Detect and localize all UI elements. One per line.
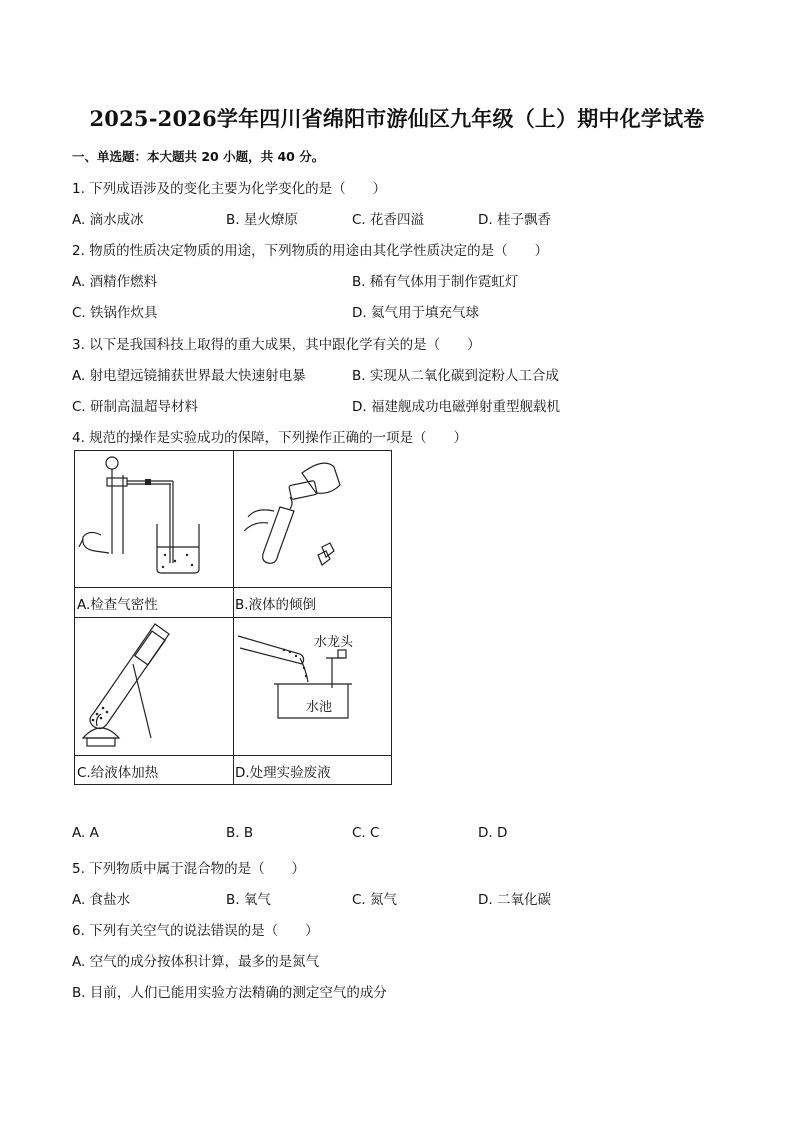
question-1-option-a: A. 滴水成冰	[72, 212, 144, 228]
question-2-option-c: C. 铁锅作炊具	[72, 305, 158, 321]
liquid-heating-figure	[75, 618, 233, 755]
question-3-option-b: B. 实现从二氧化碳到淀粉人工合成	[352, 368, 559, 384]
question-1-option-c: C. 花香四溢	[352, 212, 425, 228]
question-5-option-a: A. 食盐水	[72, 892, 131, 908]
question-3-option-d: D. 福建舰成功电磁弹射重型舰载机	[352, 399, 560, 415]
question-4-stem: 4. 规范的操作是实验成功的保障，下列操作正确的一项是（ ）	[72, 430, 468, 446]
airtightness-check-figure	[75, 451, 233, 587]
section-heading: 一、单选题：本大题共 20 小题，共 40 分。	[72, 149, 325, 164]
question-4-option-a: A. A	[72, 825, 99, 841]
waste-disposal-figure	[234, 618, 392, 755]
question-6-option-a: A. 空气的成分按体积计算，最多的是氮气	[72, 954, 320, 970]
question-1-stem: 1. 下列成语涉及的变化主要为化学变化的是（ ）	[72, 181, 387, 197]
question-5-option-b: B. 氧气	[226, 892, 271, 908]
question-6-option-b: B. 目前，人们已能用实验方法精确的测定空气的成分	[72, 985, 387, 1001]
question-2-stem: 2. 物质的性质决定物质的用途，下列物质的用途由其化学性质决定的是（ ）	[72, 243, 549, 259]
question-6-stem: 6. 下列有关空气的说法错误的是（ ）	[72, 923, 319, 939]
question-3-option-c: C. 研制高温超导材料	[72, 399, 199, 415]
question-3-option-a: A. 射电望远镜捕获世界最大快速射电暴	[72, 368, 306, 384]
question-5-stem: 5. 下列物质中属于混合物的是（ ）	[72, 861, 306, 877]
liquid-pouring-figure	[234, 451, 392, 587]
page-title: 2025-2026学年四川省绵阳市游仙区九年级（上）期中化学试卷	[89, 106, 705, 131]
question-2-option-a: A. 酒精作燃料	[72, 274, 158, 290]
question-5-option-c: C. 氮气	[352, 892, 398, 908]
question-5-option-d: D. 二氧化碳	[478, 892, 551, 908]
question-4-option-c: C. C	[352, 825, 380, 841]
question-1-option-d: D. 桂子飘香	[478, 212, 551, 228]
question-4-figure-table	[74, 450, 392, 785]
question-3-stem: 3. 以下是我国科技上取得的重大成果，其中跟化学有关的是（ ）	[72, 337, 481, 353]
figure-caption-c: C.给液体加热	[77, 765, 159, 781]
sink-label: 水池	[306, 700, 333, 715]
question-4-option-d: D. D	[478, 825, 508, 841]
question-2-option-b: B. 稀有气体用于制作霓虹灯	[352, 274, 519, 290]
question-4-option-b: B. B	[226, 825, 254, 841]
figure-caption-d: D.处理实验废液	[235, 765, 331, 781]
question-1-option-b: B. 星火燎原	[226, 212, 298, 228]
figure-caption-b: B.液体的倾倒	[235, 597, 317, 613]
question-2-option-d: D. 氦气用于填充气球	[352, 305, 479, 321]
faucet-label: 水龙头	[314, 635, 354, 650]
figure-caption-a: A.检查气密性	[77, 597, 158, 613]
